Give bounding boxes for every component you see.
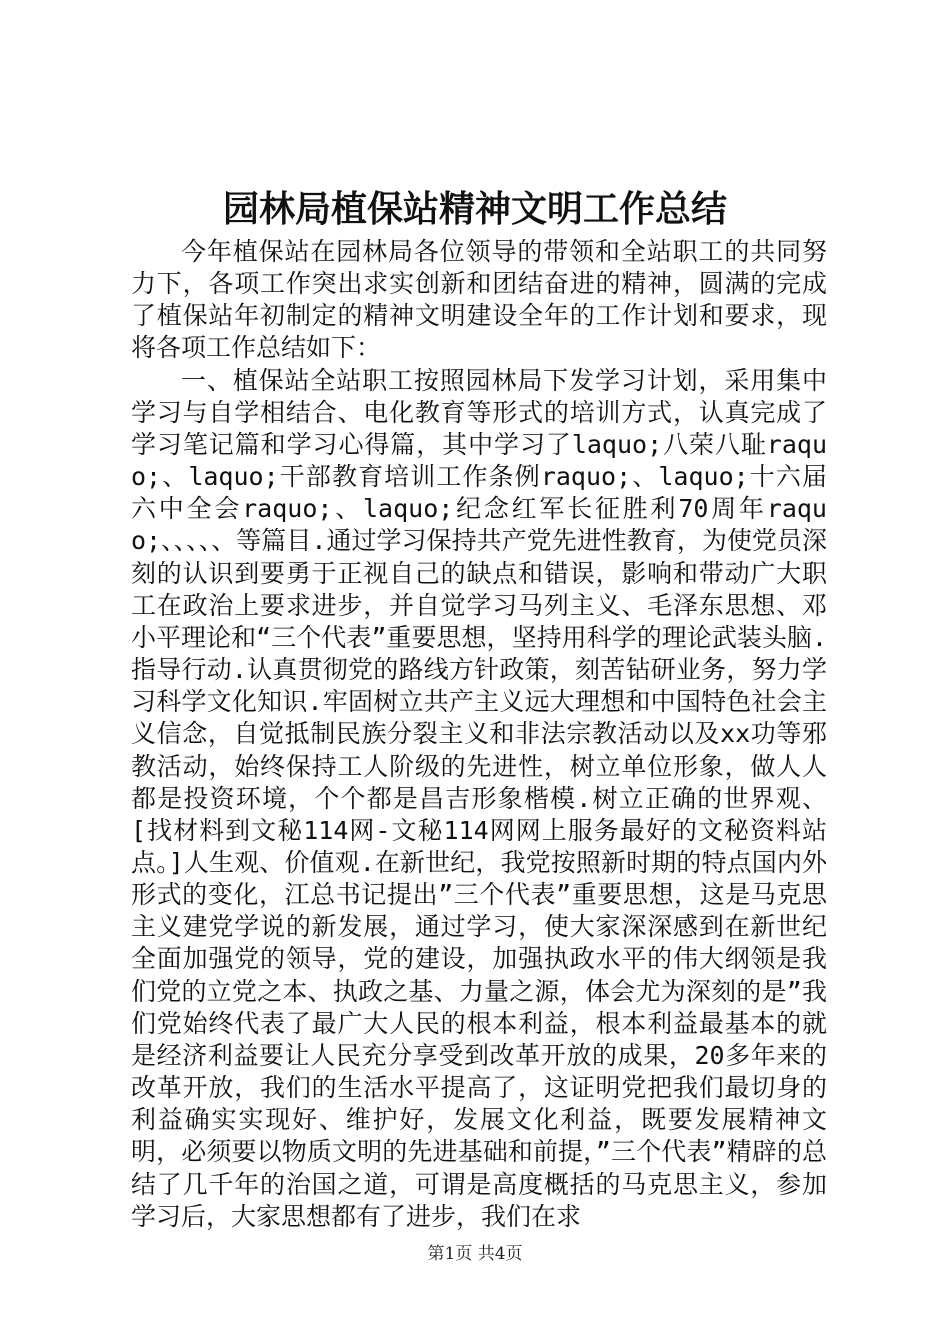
paragraph-section-one: 一、植保站全站职工按照园林局下发学习计划，采用集中学习与自学相结合、电化教育等形式的培训方式，认真完成了学习笔记篇和学习心得篇，其中学习了laquo;八荣八耻raquo;、laquo;干部教育培训工作条例raquo;、laquo;十六届六中全会raquo;、laquo;纪念红军长征胜利70周年raquo;、、、、、等篇目.通过学习保持共产党先进性教育，为使党员深刻的认识到要勇于正视自己的缺点和错误，影响和带动广大职工在政治上要求进步，并自觉学习马列主义、毛泽东思想、邓小平理论和“三个代表”重要思想，坚持用科学的理论武装头脑.指导行动.认真贯彻党的路线方针政策，刻苦钻研业务，努力学习科学文化知识.牢固树立共产主义远大理想和中国特色社会主义信念，自觉抵制民族分裂主义和非法宗教活动以及xx功等邪教活动，始终保持工人阶级的先进性，树立单位形象，做人人都是投资环境，个个都是昌吉形象楷模.树立正确的世界观、[找材料到文秘114网-文秘114网网上服务最好的文秘资料站点。]人生观、价值观.在新世纪，我党按照新时期的特点国内外形式的变化，江总书记提出”三个代表”重要思想，这是马克思主义建党学说的新发展，通过学习，使大家深深感到在新世纪全面加强党的领导，党的建设，加强执政水平的伟大纲领是我们党的立党之本、执政之基、力量之源，体会尤为深刻的是”我们党始终代表了最广大人民的根本利益，根本利益最基本的就是经济利益要让人民充分享受到改革开放的成果，20多年来的改革开放，我们的生活水平提高了，这证明党把我们最切身的利益确实实现好、维护好，发展文化利益，既要发展精神文明，必须要以物质文明的先进基础和前提，”三个代表”精辟的总结了几千年的治国之道，可谓是高度概括的马克思主义，参加学习后，大家思想都有了进步，我们在求 [131, 365, 827, 1231]
document-title: 园林局植保站精神文明工作总结 [222, 188, 727, 230]
page-number-footer: 第1页 共4页 [427, 1244, 523, 1264]
paragraph-intro: 今年植保站在园林局各位领导的带领和全站职工的共同努力下，各项工作突出求实创新和团结奋进的精神，圆满的完成了植保站年初制定的精神文明建设全年的工作计划和要求，现将各项工作总结如下： [131, 237, 827, 363]
document-body [131, 236, 827, 1233]
